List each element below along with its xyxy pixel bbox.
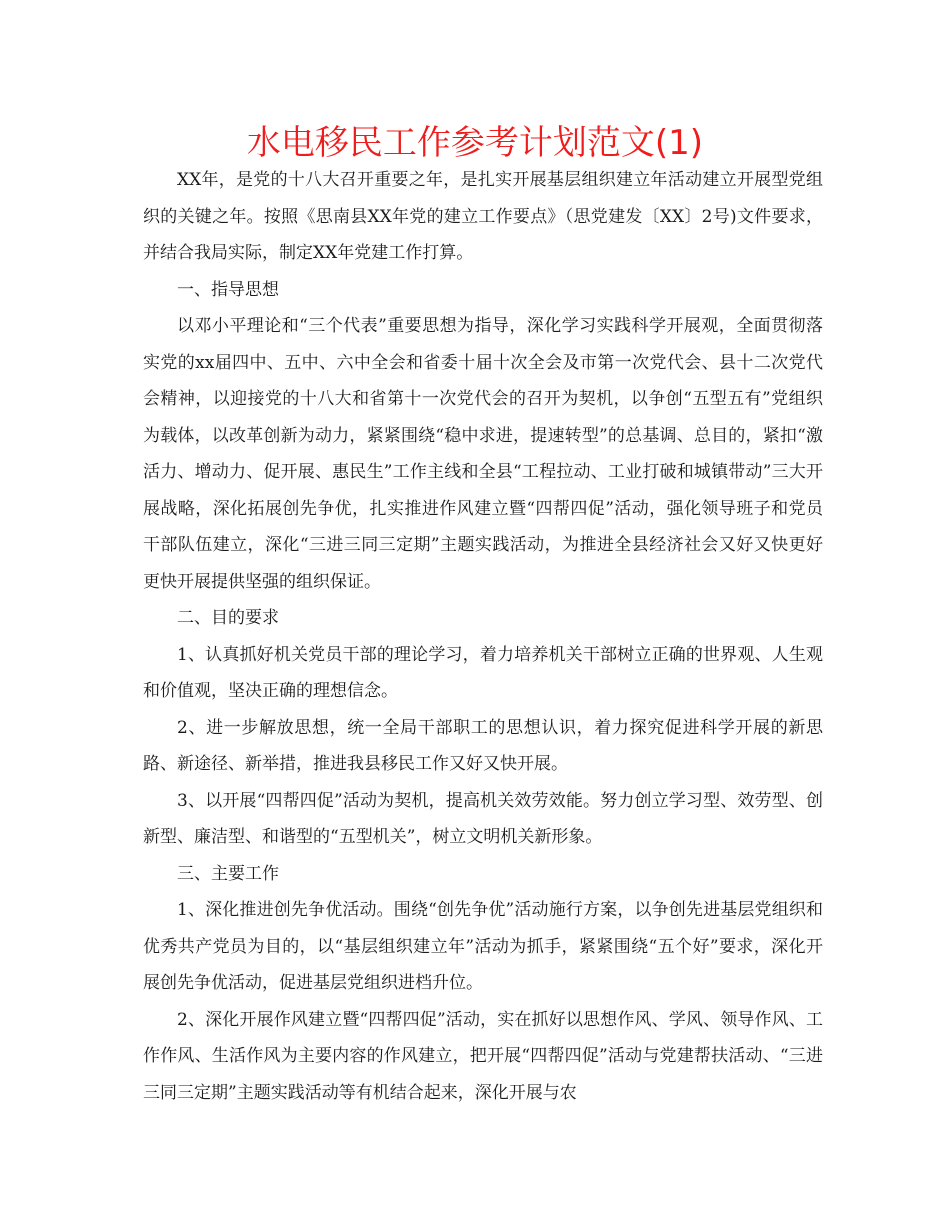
objective-item-1: 1、认真抓好机关党员干部的理论学习，着力培养机关干部树立正确的世界观、人生观和价值观，坚决正确的理想信念。 <box>143 644 823 701</box>
section-heading-objectives: 二、目的要求 <box>177 608 279 628</box>
main-work-item-2: 2、深化开展作风建立暨“四帮四促”活动，实在抓好以思想作风、学风、领导作风、工作作风、生活作风为主要内容的作风建立，把开展“四帮四促”活动与党建帮扶活动、“三进三同三定期”主题实践活动等有机结合起来，深化开展与农 <box>143 1009 823 1103</box>
objective-item-2: 2、进一步解放思想，统一全局干部职工的思想认识，着力探究促进科学开展的新思路、新途径、新举措，推进我县移民工作又好又快开展。 <box>143 717 823 774</box>
intro-paragraph: XX年，是党的十八大召开重要之年，是扎实开展基层组织建立年活动建立开展型党组织的关键之年。按照《思南县XX年党的建立工作要点》（思党建发〔XX〕2号)文件要求，并结合我局实际，制定XX年党建工作打算。 <box>143 170 823 263</box>
main-work-item-1: 1、深化推进创先争优活动。围绕“创先争优”活动施行方案，以争创先进基层党组织和优秀共产党员为目的，以“基层组织建立年”活动为抓手，紧紧围绕“五个好”要求，深化开展创先争优活动，促进基层党组织进档升位。 <box>143 900 823 993</box>
document-title: 水电移民工作参考计划范文(1) <box>246 123 704 163</box>
document-body <box>143 162 823 1111</box>
objective-item-3: 3、以开展“四帮四促”活动为契机，提高机关效劳效能。努力创立学习型、效劳型、创新型、廉洁型、和谐型的“五型机关”，树立文明机关新形象。 <box>143 790 823 847</box>
section-heading-main-work: 三、主要工作 <box>177 863 279 884</box>
guiding-thought-paragraph: 以邓小平理论和“三个代表”重要思想为指导，深化学习实践科学开展观，全面贯彻落实党的xx届四中、五中、六中全会和省委十届十次全会及市第一次党代会、县十二次党代会精神，以迎接党的十八大和省第十一次党代会的召开为契机，以争创“五型五有”党组织为载体，以改革创新为动力，紧紧围绕“稳中求进，提速转型”的总基调、总目的，紧扣“激活力、增动力、促开展、惠民生”工作主线和全县“工程拉动、工业打破和城镇带动”三大开展战略，深化拓展创先争优，扎实推进作风建立暨“四帮四促”活动，强化领导班子和党员干部队伍建立，深化“三进三同三定期”主题实践活动，为推进全县经济社会又好又快更好更快开展提供坚强的组织保证。 <box>143 316 823 592</box>
section-heading-guiding-thought: 一、指导思想 <box>177 279 279 300</box>
